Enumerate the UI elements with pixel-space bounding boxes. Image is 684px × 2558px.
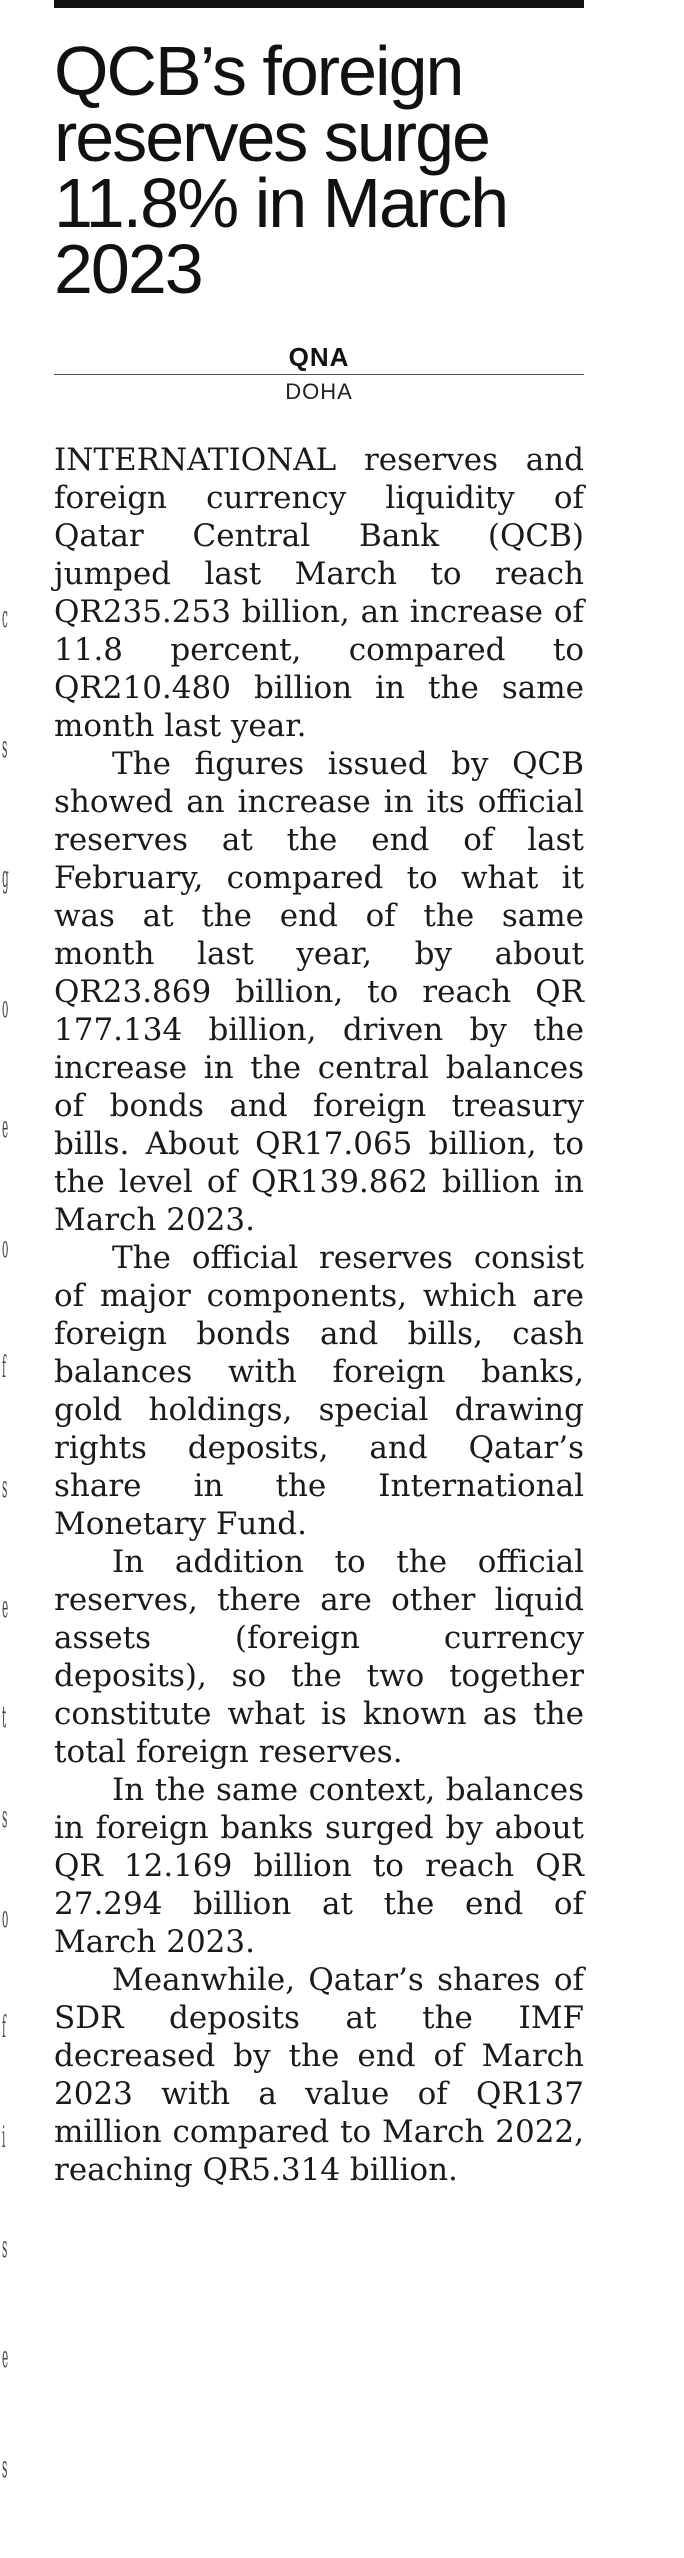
edge-fragment: f: [2, 2010, 6, 2045]
article-paragraph: INTERNATIONAL reserves and foreign currency liquidity of Qatar Central Bank (QCB) jumped last March to reach QR235.253 billion, an increase of 11.8 percent, compared to QR210.480 billion in the same month last year.: [54, 442, 584, 744]
edge-fragment: t: [2, 1700, 7, 1735]
edge-fragment: s: [2, 2450, 8, 2485]
article-body: [54, 441, 584, 2189]
article-paragraph: In addition to the official reserves, there are other liquid assets (foreign currency deposits), so the two together constitute what is known as the total foreign reserves.: [54, 1544, 584, 1770]
byline-source: QNA: [288, 342, 350, 372]
edge-fragment: s: [2, 1800, 8, 1835]
top-rule: [54, 0, 584, 8]
article-paragraph: The figures issued by QCB showed an increase in its official reserves at the end of last February, compared to what it was at the end of the same month last year, by about QR23.869 billion, to reach QR 177.134 billion, driven by the increase in the central balances of bonds and foreign treasury bills. About QR17.065 billion, to the level of QR139.862 billion in March 2023.: [54, 746, 584, 1238]
edge-fragment: c: [2, 600, 8, 635]
edge-fragment: o: [2, 1230, 9, 1265]
byline-divider: [54, 374, 584, 375]
edge-fragment: s: [2, 730, 8, 765]
edge-fragment: s: [2, 2230, 8, 2265]
byline-dateline: DOHA: [285, 379, 353, 404]
edge-fragment: o: [2, 1900, 9, 1935]
edge-fragment: f: [2, 1350, 6, 1385]
article-paragraph: Meanwhile, Qatar’s shares of SDR deposits at the IMF decreased by the end of March 2023 with a value of QR137 million compared to March 2022, reaching QR5.314 billion.: [54, 1962, 584, 2188]
edge-fragment: e: [2, 1110, 9, 1145]
edge-fragment: g: [2, 860, 9, 895]
article-paragraph: The official reserves consist of major components, which are foreign bonds and bills, cash balances with foreign banks, gold holdings, special drawing rights deposits, and Qatar’s share in the International Monetary Fund.: [54, 1240, 584, 1542]
edge-fragment: o: [2, 990, 9, 1025]
edge-fragment: e: [2, 1590, 9, 1625]
adjacent-column-edge: [0, 0, 20, 2558]
byline: [54, 342, 584, 405]
edge-fragment: e: [2, 2340, 9, 2375]
edge-fragment: i: [2, 2120, 6, 2155]
article-headline: QCB’s foreign reserves surge 11.8% in March 2023: [54, 32, 508, 308]
article-paragraph: In the same context, balances in foreign banks surged by about QR 12.169 billion to reach QR 27.294 billion at the end of March 2023.: [54, 1772, 584, 1960]
news-article: [54, 0, 584, 2189]
edge-fragment: s: [2, 1470, 8, 1505]
